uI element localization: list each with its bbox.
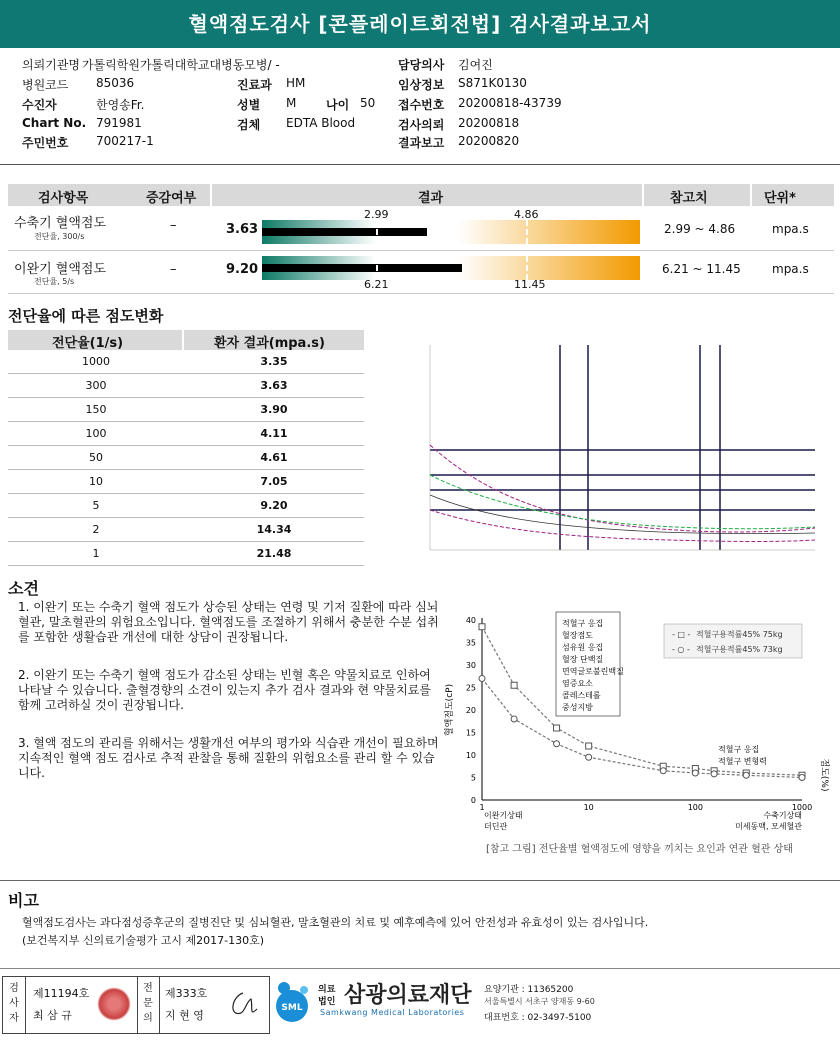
table-row (8, 518, 364, 542)
shear-rate-cell: 2 (92, 523, 100, 536)
row2-unit: mpa.s (772, 262, 809, 276)
clinical-value: S871K0130 (458, 76, 527, 90)
ref-series-a-point (586, 743, 592, 749)
seal-stamp-icon (97, 987, 131, 1021)
legend-1-marker: - □ - (672, 630, 691, 639)
request-value: 20200818 (458, 116, 520, 130)
table-row (8, 470, 364, 494)
legend-2-marker: - ○ - (672, 645, 690, 654)
doctor-label: 담당의사 (398, 58, 445, 72)
sig-sep (137, 977, 138, 1033)
signature-box (2, 976, 270, 1034)
ref-series-b-point (511, 716, 517, 722)
col-unit-header: 단위* (764, 191, 796, 206)
shear-rate-cell: 5 (92, 499, 100, 512)
ref-y-tick: 0 (470, 796, 476, 805)
ref-series-a-point (479, 624, 485, 630)
factor-item: 혈장점도 (562, 631, 593, 640)
x-right-label-2: 미세동맥, 모세혈관 (735, 822, 802, 831)
row1-change: – (170, 218, 177, 233)
patient-value: 한영송Fr. (96, 98, 145, 112)
ref-series-b-point (743, 772, 749, 778)
table-row (8, 374, 364, 398)
col-rate-header: 전단율(1/s) (52, 336, 124, 351)
row2-value: 9.20 (226, 262, 259, 277)
dept-label: 진료과 (237, 78, 272, 92)
request-label: 검사의뢰 (398, 118, 445, 132)
factor-item: 염증요소 (562, 679, 593, 688)
shear-value-cell: 7.05 (260, 475, 288, 488)
table-row (8, 494, 364, 518)
shear-table-body (8, 350, 364, 566)
chart-label: Chart No. (22, 116, 87, 130)
ref-series-a-point (554, 725, 560, 731)
ref-x-tick: 1 (479, 803, 485, 812)
row1-low: 2.99 (364, 208, 389, 221)
shear-value-cell: 4.61 (260, 451, 288, 464)
ref-x-tick: 10 (583, 803, 594, 812)
ref-y-right-label: 점도(%) (819, 758, 829, 792)
row1-value: 3.63 (226, 222, 259, 237)
factor-item: 콜레스테롤 (562, 691, 601, 700)
factor2-1: 적혈구 응집 (718, 745, 760, 754)
ref-series-b-point (479, 676, 485, 682)
inspector-name: 최 삼 규 (33, 1009, 72, 1022)
specialist-no: 제333호 (165, 987, 208, 1000)
row2-sub: 전단율, 5/s (34, 277, 75, 286)
ref-y-tick: 10 (465, 751, 476, 760)
table-row (8, 422, 364, 446)
signature-icon (223, 987, 263, 1023)
specialist-name: 지 현 영 (165, 1009, 204, 1022)
note-text: 혈액점도검사는 과다점성증후군의 질병진단 및 심뇌혈관, 말초혈관의 치료 및 예후예측에 있어 안전성과 유효성이 있는 검사입니다. (22, 916, 649, 929)
id-label: 주민번호 (22, 136, 69, 150)
note-title: 비고 (8, 891, 39, 910)
table-row (8, 542, 364, 566)
table-row (8, 446, 364, 470)
report-label: 결과보고 (398, 136, 445, 150)
row1-high: 4.86 (514, 208, 539, 221)
receipt-value: 20200818-43739 (458, 96, 562, 110)
header-divider (0, 164, 840, 165)
sig-sep (25, 977, 26, 1033)
ref-y-tick: 30 (465, 661, 476, 670)
org-address: 서울특별시 서초구 양재동 9-60 (484, 997, 595, 1006)
shear-rate-cell: 150 (85, 403, 107, 416)
row1-unit: mpa.s (772, 222, 809, 236)
row1-gauge (262, 220, 640, 244)
shear-value-cell: 4.11 (260, 427, 288, 440)
factor-item: 면역글로불린백질 (562, 667, 624, 676)
note-divider (0, 880, 840, 881)
ref-series-b-point (711, 771, 717, 777)
ref-series-b-point (554, 741, 560, 747)
row-divider (8, 250, 834, 251)
institution-label: 의뢰기관명 (22, 58, 80, 72)
shear-rate-cell: 300 (85, 379, 107, 392)
shear-value-cell: 3.35 (260, 355, 288, 368)
doctor-value: 김여진 (458, 58, 493, 72)
org-en: Samkwang Medical Laboratories (320, 1008, 465, 1017)
org-code: 요양기관 : 11365200 (484, 985, 574, 995)
ref-caption: [참고 그림] 전단율별 혈액점도에 영향을 끼치는 요인과 연관 혈관 상태 (486, 844, 793, 855)
ref-series-b-point (586, 754, 592, 760)
factor2-2: 적혈구 변형력 (718, 757, 767, 766)
id-value: 700217-1 (96, 134, 154, 148)
col-result-header: 결과 (418, 191, 444, 206)
row2-result-bar (262, 264, 462, 272)
age-value: 50 (360, 96, 376, 110)
row1-ref: 2.99 ~ 4.86 (664, 222, 736, 236)
remark-3: 3. 혈액 점도의 관리를 위해서는 생활개선 여부의 평가와 식습관 개선이 필요하며 지속적인 혈액 점도 검사로 추적 관찰을 통해 질환의 위험요소를 관리 할 수 있습니다. (18, 736, 439, 780)
row2-high: 11.45 (514, 278, 546, 291)
specialist-label: 전문의 (143, 983, 153, 1024)
x-right-label-1: 수축기상태 (763, 811, 802, 820)
factor-item: 중성지방 (562, 703, 593, 712)
receipt-label: 접수번호 (398, 98, 445, 112)
report-title: 혈액점도검사 [콘플레이트회전법] 검사결과보고서 (0, 0, 840, 48)
org-name: 삼광의료재단 (344, 983, 472, 1008)
shear-value-cell: 9.20 (260, 499, 288, 512)
org-phone: 대표번호 : 02-3497-5100 (484, 1013, 592, 1023)
row2-change: – (170, 262, 177, 277)
row2-gauge (262, 256, 640, 280)
footer-divider (0, 968, 840, 969)
x-left-label-1: 이완기상태 (484, 811, 523, 820)
institution-value: 가톨릭학원가톨릭대학교대병동모병/ - (82, 58, 280, 72)
age-label: 나이 (326, 98, 350, 112)
sml-logo-icon (272, 978, 316, 1026)
ref-y-tick: 35 (465, 638, 476, 648)
ref-y-tick: 15 (465, 728, 476, 738)
sex-value: M (286, 96, 297, 110)
table-row (8, 398, 364, 422)
ref-y-tick: 25 (465, 683, 476, 693)
remark-2: 2. 이완기 또는 수축기 혈액 점도가 감소된 상태는 빈혈 혹은 약물치료로 인하여 나타날 수 있습니다. 출혈경향의 소견이 있는지 추가 검사 결과와 현 약물치료를 함께 고려하실 것이 권장됩니다. (18, 668, 431, 712)
report-value: 20200820 (458, 134, 520, 148)
shear-rate-cell: 100 (85, 427, 107, 440)
row1-sub: 전단율, 300/s (34, 232, 85, 241)
shear-value-cell: 14.34 (256, 523, 292, 536)
col-item-header: 검사항목 (38, 191, 89, 206)
hospital-code-value: 85036 (96, 76, 135, 90)
ref-x-tick: 1000 (791, 803, 813, 812)
hospital-code-label: 병원코드 (22, 78, 69, 92)
row1-high-marker (526, 220, 528, 244)
row2-ref: 6.21 ~ 11.45 (662, 262, 741, 276)
row2-high-marker (526, 256, 528, 280)
factor-item: 섬유원 응집 (562, 643, 604, 652)
shear-rate-cell: 50 (89, 451, 103, 464)
ref-y-label: 혈액점도(cP) (445, 683, 455, 737)
col-ref-header: 참고치 (670, 191, 708, 206)
row2-name: 이완기 혈액점도 (14, 262, 107, 277)
shear-value-cell: 21.48 (256, 547, 292, 560)
shear-rate-cell: 1 (92, 547, 100, 560)
factor-item: 혈장 단백질 (562, 655, 604, 664)
ref-y-tick: 20 (465, 706, 476, 715)
clinical-label: 임상정보 (398, 78, 445, 92)
header-sep (750, 184, 752, 206)
factor-item: 적혈구 응집 (562, 619, 604, 628)
row1-low-marker (376, 220, 378, 244)
ref-series-b-point (799, 775, 805, 781)
inspector-no: 제11194호 (33, 987, 90, 1000)
col-patient-result-header: 환자 결과(mpa.s) (214, 336, 325, 351)
remarks-title: 소견 (8, 579, 39, 598)
ref-series-b-point (692, 770, 698, 776)
header-sep (642, 184, 644, 206)
table-row (8, 350, 364, 374)
inspector-label: 검사자 (9, 983, 19, 1024)
row1-result-bar (262, 228, 427, 236)
org-prefix-2: 법인 (318, 997, 336, 1007)
ref-series-b-point (660, 768, 666, 774)
ref-y-tick: 40 (465, 616, 476, 625)
result-table-header (8, 184, 834, 206)
header-sep (182, 330, 184, 350)
reference-viscosity-chart (440, 610, 835, 860)
row-divider (8, 293, 834, 294)
remark-1: 1. 이완기 또는 수축기 혈액 점도가 상승된 상태는 연령 및 기저 질환에 따라 심뇌혈관, 말초혈관의 위험요소입니다. 혈액점도를 조절하기 위해서 충분한 수분 섭취를 포함한 생활습관 개선에 대한 상담이 권장됩니다. (18, 600, 439, 644)
row2-low: 6.21 (364, 278, 389, 291)
row1-name: 수축기 혈액점도 (14, 216, 107, 231)
x-left-label-2: 더딘관 (484, 822, 508, 831)
shear-rate-cell: 10 (89, 475, 103, 488)
specimen-value: EDTA Blood (286, 116, 356, 130)
dept-value: HM (286, 76, 306, 90)
shear-table-header (8, 330, 364, 350)
shear-title: 전단율에 따른 점도변화 (8, 307, 164, 325)
shear-value-cell: 3.63 (260, 379, 288, 392)
logo-text: SML (281, 1003, 303, 1013)
ref-y-tick: 5 (470, 773, 476, 783)
org-prefix-1: 의료 (318, 985, 336, 995)
viscosity-curve-chart (420, 340, 820, 570)
shear-value-cell: 3.90 (260, 403, 288, 416)
shear-rate-cell: 1000 (82, 355, 110, 368)
header-sep (210, 184, 212, 206)
ref-series-a-point (511, 682, 517, 688)
chart-value: 791981 (96, 116, 142, 130)
sig-sep (159, 977, 160, 1033)
sex-label: 성별 (237, 98, 261, 112)
note-source: (보건복지부 신의료기술평가 고시 제2017-130호) (22, 934, 265, 947)
row2-low-marker (376, 256, 378, 280)
patient-label: 수진자 (22, 98, 57, 112)
legend-2: 적혈구용적률45% 73kg (696, 645, 783, 654)
col-change-header: 증감여부 (146, 191, 197, 206)
ref-x-tick: 100 (687, 803, 703, 812)
specimen-label: 검체 (237, 118, 261, 132)
legend-1: 적혈구용적률45% 75kg (696, 630, 783, 639)
